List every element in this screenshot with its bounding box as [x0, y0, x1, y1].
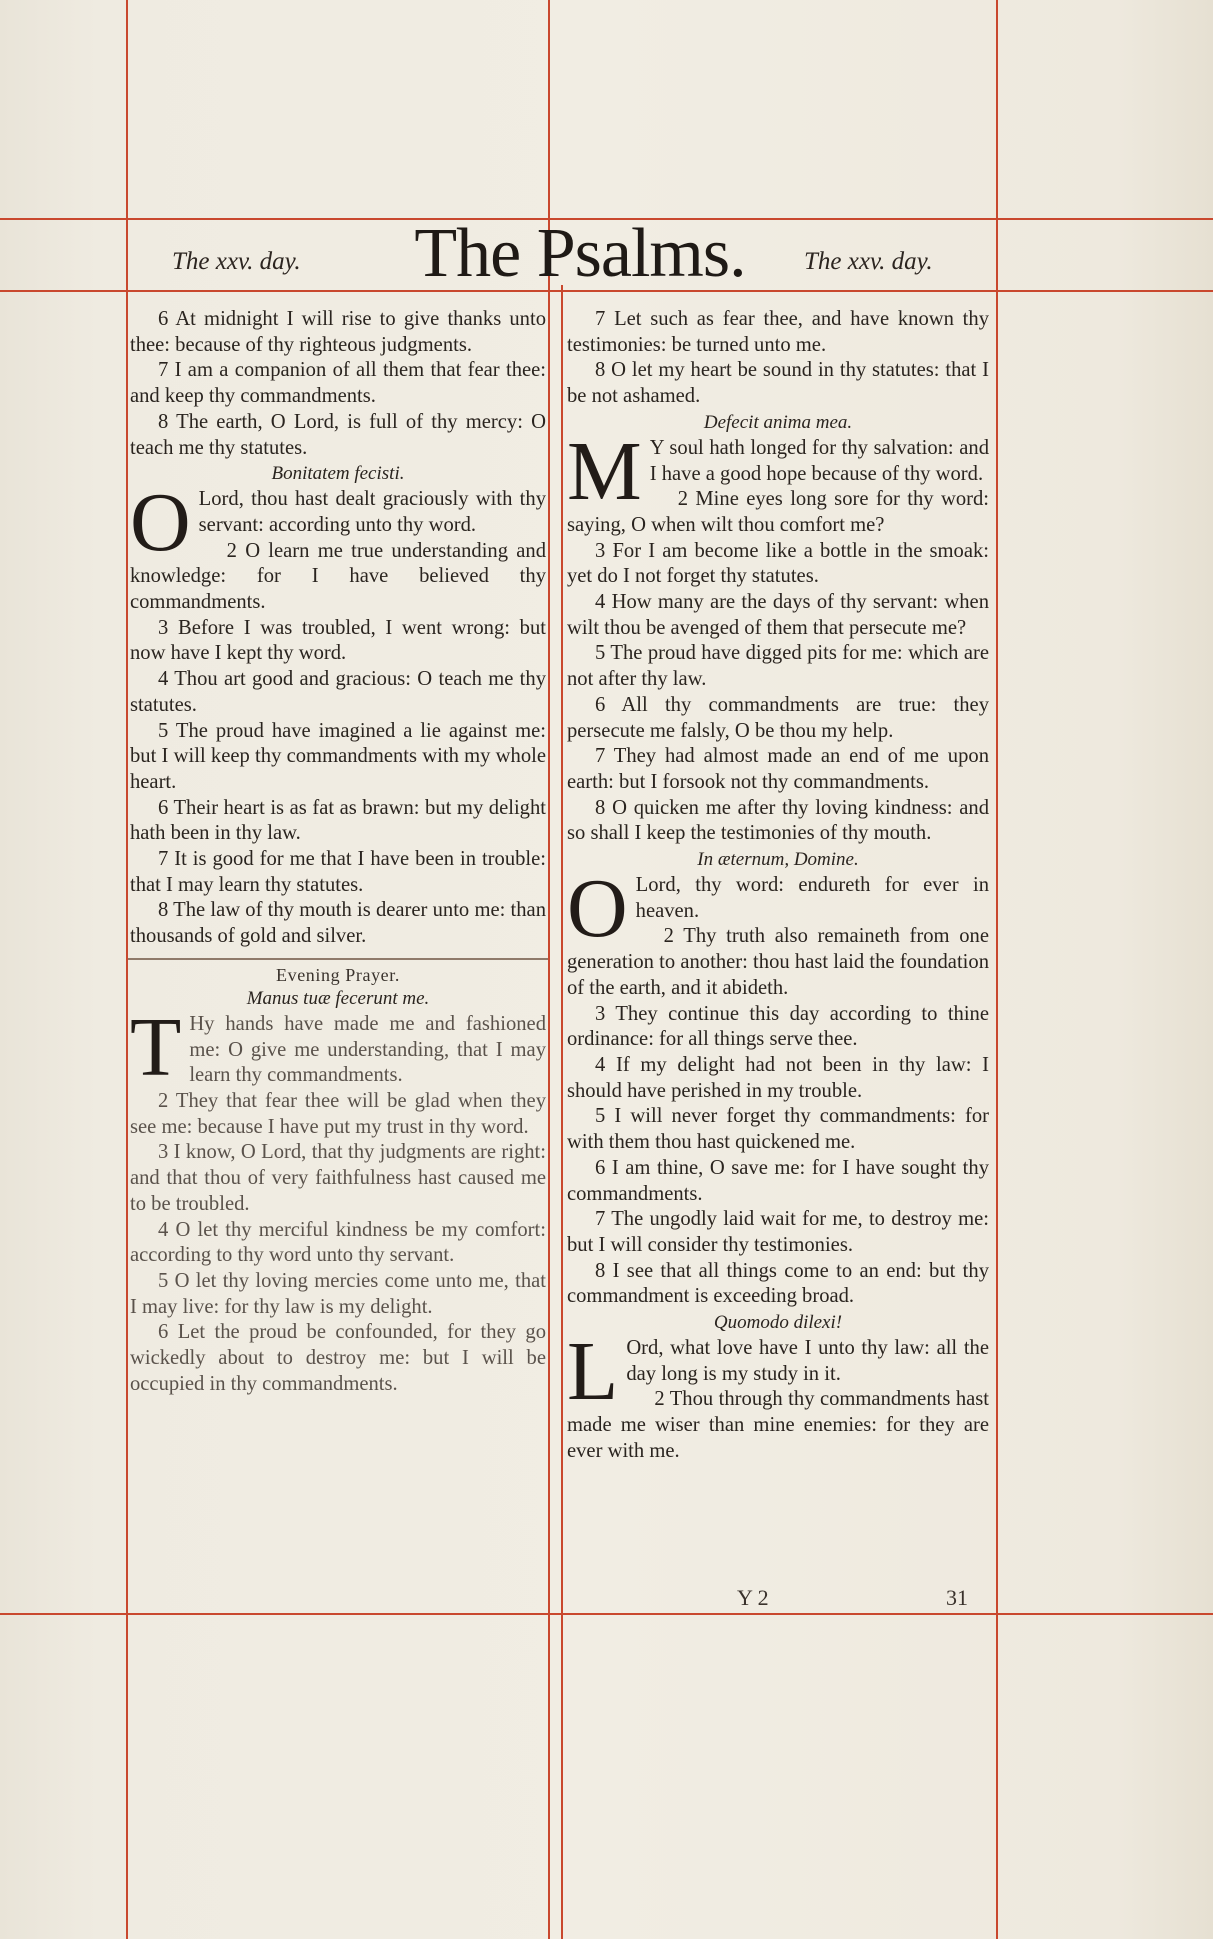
verse-text: Y soul hath longed for thy salvation: and I have a good hope because of thy word. — [649, 436, 989, 485]
running-head-right: The xxv. day. — [804, 248, 933, 275]
page-title: The Psalms. — [414, 215, 746, 292]
evening-prayer-label: Evening Prayer. — [276, 964, 400, 985]
verse: 7 I am a companion of all them that fear thee: and keep thy commandments. — [130, 359, 546, 408]
verse: 2 Thy truth also remaineth from one generation to another: thou hast laid the foundation of the earth, and it abideth. — [567, 925, 989, 999]
verse: 4 O let thy merciful kindness be my comfort: according to thy word unto thy servant. — [130, 1218, 546, 1267]
verse-first — [130, 476, 546, 570]
left-column — [130, 307, 546, 1397]
verse: 2 Thou through thy commandments hast made me wiser than mine enemies: for they are ever with me. — [567, 1388, 989, 1462]
verse: 4 If my delight had not been in thy law: I should have perished in my trouble. — [567, 1053, 989, 1102]
verse: 2 O learn me true understanding and knowledge: for I have believed thy commandments. — [130, 539, 546, 614]
verse: 2 They that fear thee will be glad when they see me: because I have put my trust in thy word. — [130, 1089, 546, 1138]
verse: 5 The proud have imagined a lie against me: but I will keep thy commandments with my whole heart. — [130, 719, 546, 793]
verse: 7 Let such as fear thee, and have known thy testimonies: be turned unto me. — [567, 308, 989, 356]
running-head-left: The xxv. day. — [172, 248, 301, 275]
verse-text: Lord, thou hast dealt graciously with thy servant: according unto thy word. — [198, 488, 546, 536]
verse: 6 All thy commandments are true: they persecute me falsly, O be thou my help. — [567, 693, 989, 742]
verse: 8 O let my heart be sound in thy statutes: that I be not ashamed. — [567, 359, 989, 408]
verse: 8 The law of thy mouth is dearer unto me: than thousands of gold and silver. — [130, 899, 546, 948]
verse-first — [567, 862, 989, 956]
drop-cap: O — [567, 862, 628, 956]
verse: 6 At midnight I will rise to give thanks unto thee: because of thy righteous judgments. — [130, 308, 546, 356]
verse: 3 I know, O Lord, that thy judgments are right: and that thou of very faithfulness hast caused me to be troubled. — [130, 1141, 546, 1215]
drop-cap: M — [567, 424, 642, 518]
verse: 7 They had almost made an end of me upon earth: but I forsook not thy commandments. — [567, 745, 989, 793]
psalm-section-heading: Defecit anima mea. — [703, 411, 853, 433]
signature-mark: Y 2 — [737, 1585, 769, 1610]
psalm-section-heading: Manus tuæ fecerunt me. — [246, 987, 430, 1009]
verse: 7 The ungodly laid wait for me, to destroy me: but I will consider thy testimonies. — [567, 1208, 989, 1256]
verse: 3 They continue this day according to thine ordinance: for all things serve thee. — [567, 1002, 989, 1051]
psalm-section-heading: Bonitatem fecisti. — [271, 463, 405, 485]
verse: 3 Before I was troubled, I went wrong: but now have I kept thy word. — [130, 616, 546, 665]
psalm-section-heading: In æternum, Domine. — [697, 849, 859, 871]
rule-gutter-2 — [561, 285, 563, 1939]
verse-text: Hy hands have made me and fashioned me: O give me understanding, that I may learn thy commandments. — [189, 1012, 546, 1087]
verse: 5 The proud have digged pits for me: which are not after thy law. — [567, 642, 989, 691]
verse: 4 How many are the days of thy servant: when wilt thou be avenged of them that persecute me? — [567, 591, 989, 639]
drop-cap: T — [130, 1000, 182, 1094]
verse: 2 Mine eyes long sore for thy word: saying, O when wilt thou comfort me? — [567, 488, 989, 536]
page-number: 31 — [946, 1585, 968, 1610]
psalm-section-heading: Quomodo dilexi! — [713, 1312, 843, 1334]
drop-cap: L — [567, 1325, 619, 1419]
verse: 6 I am thine, O save me: for I have sought thy commandments. — [567, 1156, 989, 1205]
verse: 8 I see that all things come to an end: but thy commandment is exceeding broad. — [567, 1259, 989, 1308]
verse-first — [567, 1325, 989, 1419]
verse: 5 I will never forget thy commandments: for with them thou hast quickened me. — [567, 1105, 989, 1154]
drop-cap: O — [130, 476, 191, 570]
right-column — [567, 307, 989, 1465]
verse: 8 O quicken me after thy loving kindness: and so shall I keep the testimonies of thy mouth. — [567, 796, 989, 845]
verse: 4 Thou art good and gracious: O teach me thy statutes. — [130, 668, 546, 716]
section-divider — [128, 958, 548, 960]
verse: 8 The earth, O Lord, is full of thy mercy: O teach me thy statutes. — [130, 410, 546, 459]
verse-text: Lord, thy word: endureth for ever in heaven. — [635, 874, 989, 922]
verse: 7 It is good for me that I have been in trouble: that I may learn thy statutes. — [130, 848, 546, 896]
verse: 3 For I am become like a bottle in the smoak: yet do I not forget thy statutes. — [567, 539, 989, 588]
verse-text: Ord, what love have I unto thy law: all the day long is my study in it. — [626, 1337, 989, 1385]
verse: 6 Their heart is as fat as brawn: but my delight hath been in thy law. — [130, 796, 546, 845]
verse: 5 O let thy loving mercies come unto me, that I may live: for thy law is my delight. — [130, 1269, 546, 1318]
rule-footer — [0, 1613, 1213, 1615]
verse-first — [130, 1000, 546, 1094]
verse: 6 Let the proud be confounded, for they go wickedly about to destroy me: but I will be occupied in thy commandments. — [130, 1321, 546, 1395]
